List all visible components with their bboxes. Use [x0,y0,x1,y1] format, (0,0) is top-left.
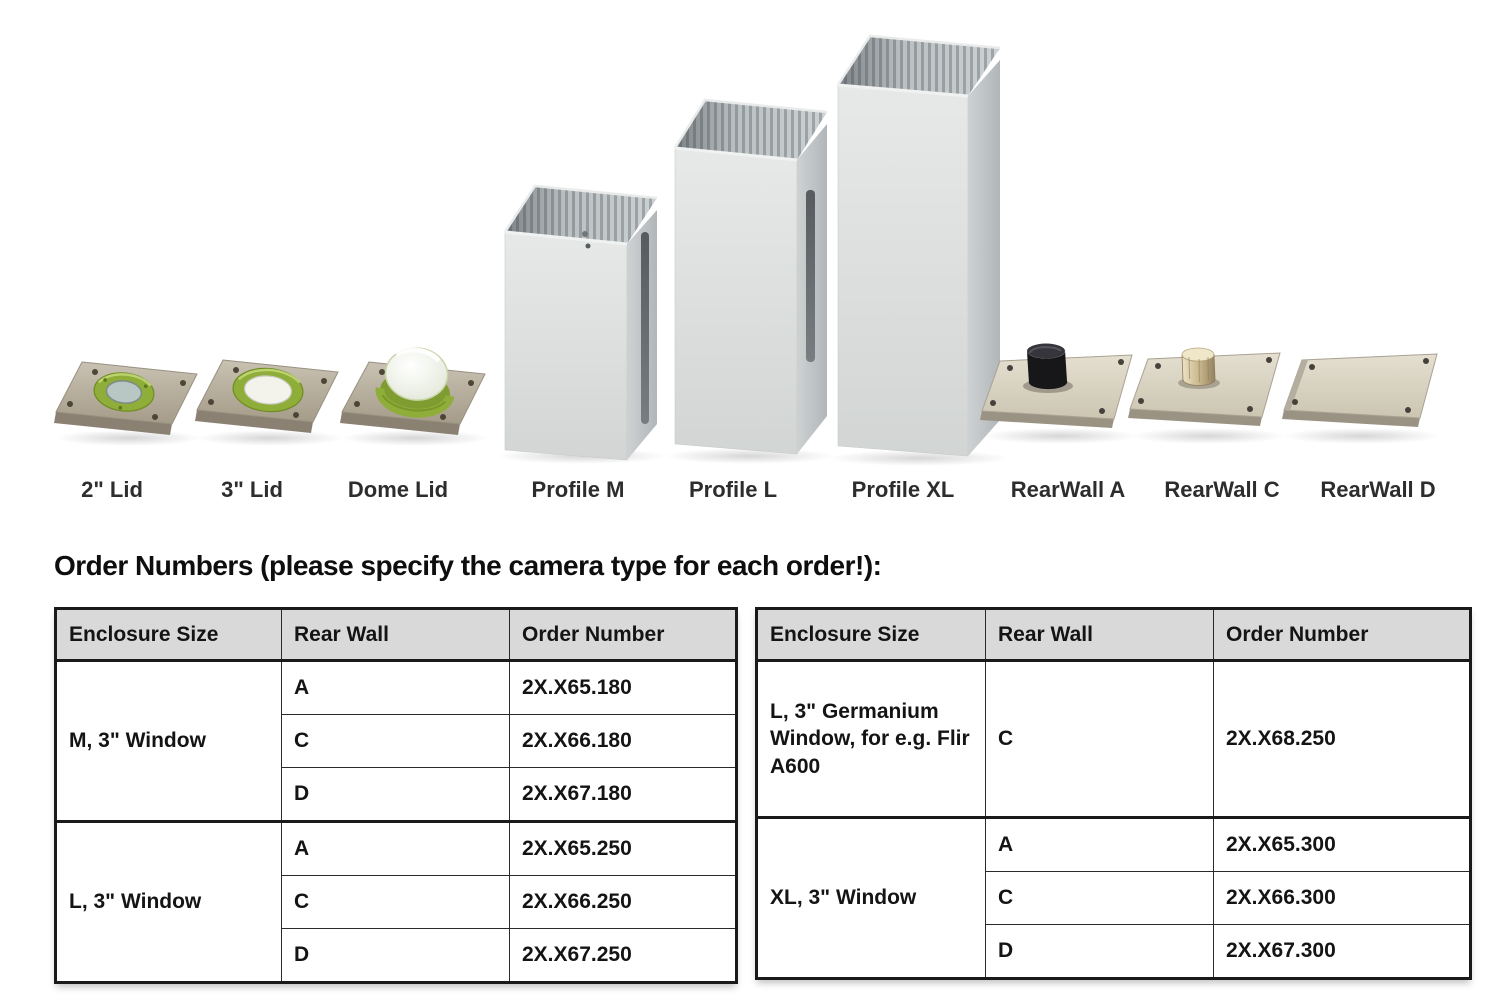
product-label-3in-lid: 3" Lid [221,477,283,502]
rearwall-d-image [1280,332,1445,444]
order-number-cell: 2X.X67.300 [1214,925,1471,979]
order-number-cell: 2X.X67.250 [510,929,737,983]
lid-dome-image [338,322,492,447]
product-label-dome-lid: Dome Lid [347,477,449,502]
order-number-cell: 2X.X65.250 [510,822,737,876]
enclosure-size-cell: L, 3" Window [56,822,282,983]
rear-wall-cell: D [986,925,1214,979]
order-number-cell: 2X.X67.180 [510,768,737,822]
table-row [757,661,1471,818]
rear-wall-cell: A [986,818,1214,872]
profile-side-groove [641,232,649,424]
product-label-rearwall-d: RearWall D [1320,477,1436,502]
enclosure-size-cell: XL, 3" Window [757,818,986,979]
table-row [757,818,1471,872]
table-row [56,661,737,715]
order-number-cell: 2X.X66.180 [510,715,737,768]
enclosure-size-cell: L, 3" Germanium Window, for e.g. Flir A600 [757,661,986,818]
product-label-2in-lid: 2" Lid [81,477,143,502]
col-header-enclosure-size: Enclosure Size [56,609,282,661]
table-header-row [757,609,1471,661]
rear-wall-cell: C [986,661,1214,818]
order-table-right [755,607,1472,980]
product-label-profile-m: Profile M [531,477,625,502]
rear-wall-cell: A [282,822,510,876]
product-label-profile-xl: Profile XL [851,477,955,502]
col-header-rear-wall: Rear Wall [282,609,510,661]
table-row [56,822,737,876]
order-number-cell: 2X.X66.250 [510,876,737,929]
col-header-enclosure-size: Enclosure Size [757,609,986,661]
lid-2in-image [52,332,204,447]
col-header-order-number: Order Number [1214,609,1471,661]
product-label-rearwall-a: RearWall A [1010,477,1126,502]
profile-m-image [495,172,660,462]
rearwall-c-image [1128,326,1288,444]
order-table-left [54,607,738,984]
order-number-cell: 2X.X66.300 [1214,872,1471,925]
lid-3in-image [193,330,345,445]
rear-wall-cell: C [282,876,510,929]
order-number-cell: 2X.X65.180 [510,661,737,715]
rear-wall-cell: D [282,929,510,983]
rearwall-a-image [980,328,1140,446]
order-numbers-heading: Order Numbers (please specify the camera type for each order!): [54,550,882,581]
product-label-profile-l: Profile L [688,477,778,502]
order-number-cell: 2X.X68.250 [1214,661,1471,818]
rear-wall-cell: C [282,715,510,768]
order-number-cell: 2X.X65.300 [1214,818,1471,872]
enclosure-size-cell: M, 3" Window [56,661,282,822]
rear-wall-cell: D [282,768,510,822]
rear-wall-cell: C [986,872,1214,925]
table-header-row [56,609,737,661]
rear-wall-cell: A [282,661,510,715]
product-label-rearwall-c: RearWall C [1164,477,1280,502]
profile-xl-image [830,30,1002,458]
col-header-rear-wall: Rear Wall [986,609,1214,661]
profile-side-groove [806,190,815,362]
col-header-order-number: Order Number [510,609,737,661]
